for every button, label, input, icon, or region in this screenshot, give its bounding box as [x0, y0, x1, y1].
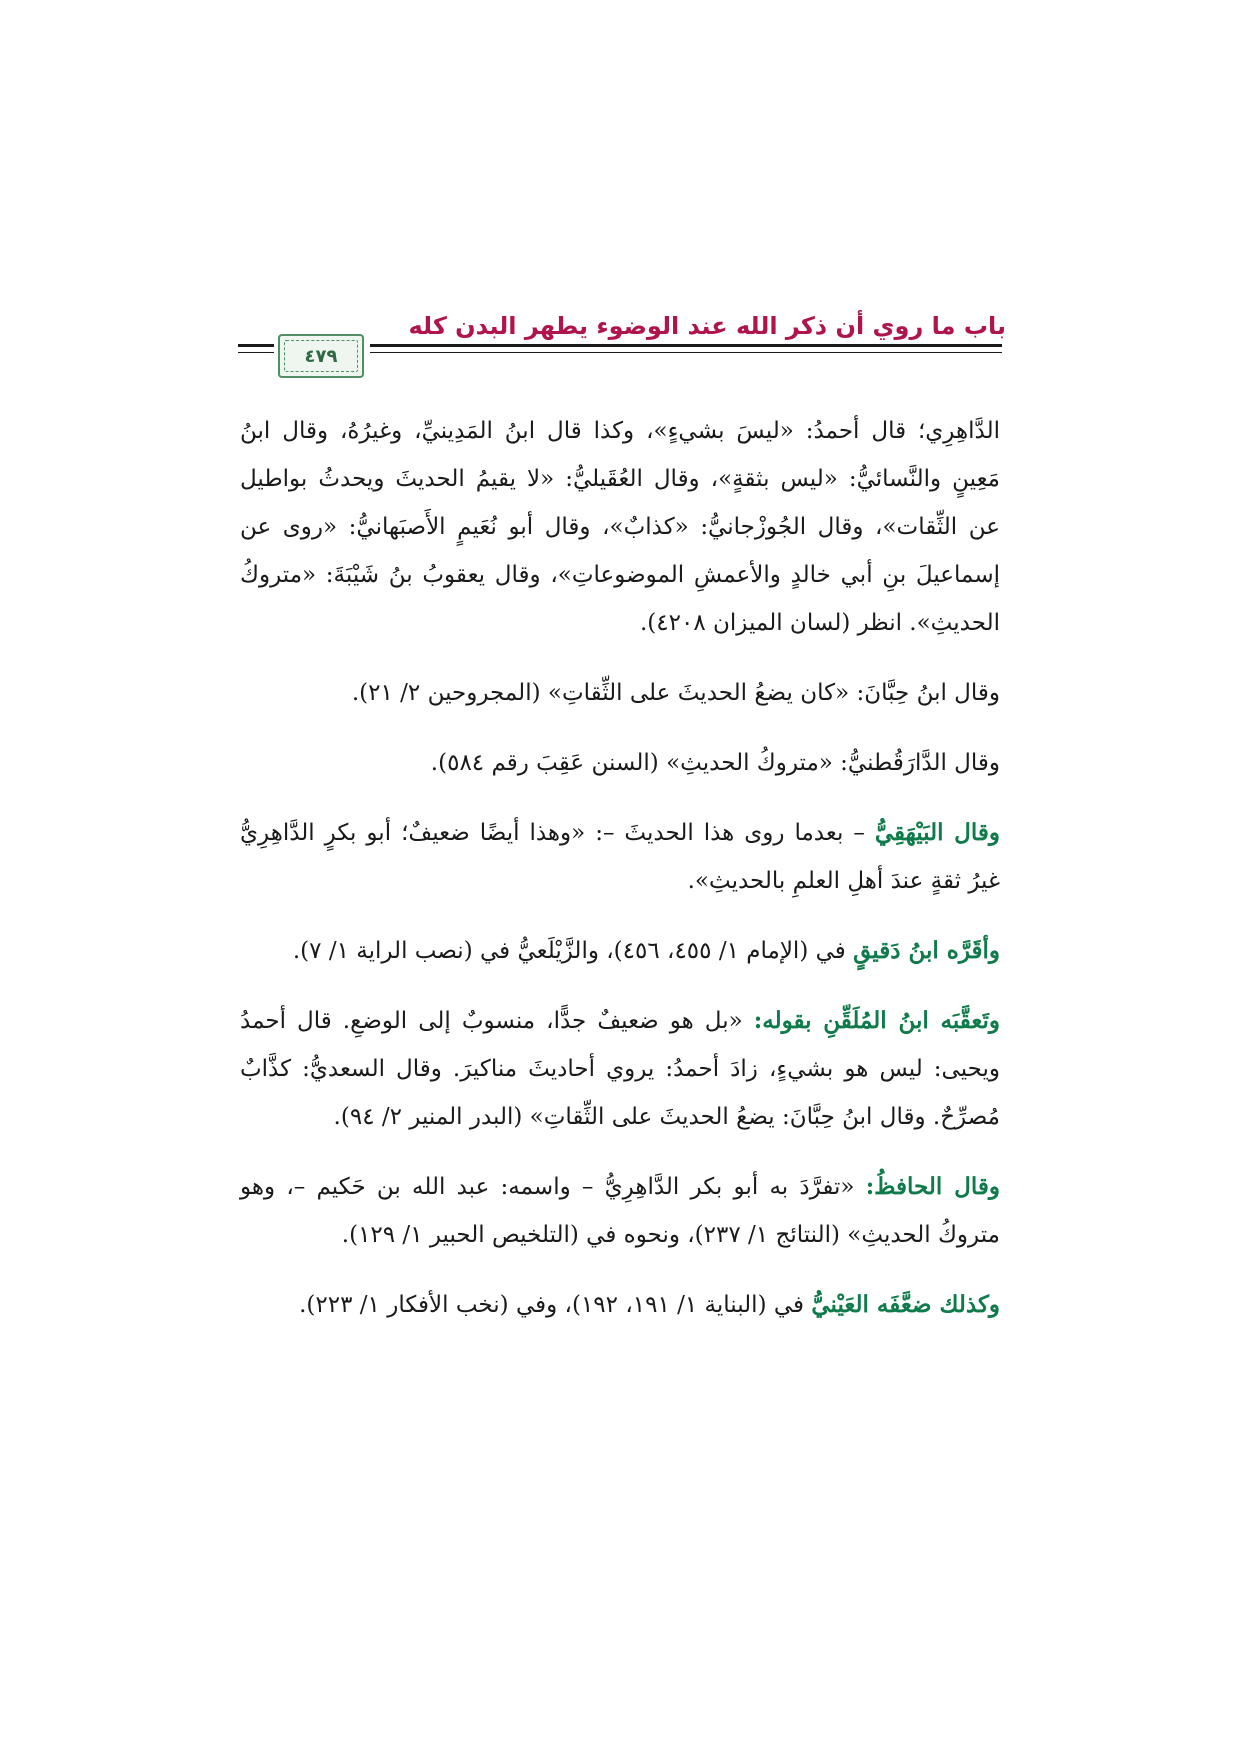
paragraph-lead: وقال البَيْهَقِيُّ	[874, 819, 1001, 846]
paragraph-5	[240, 927, 1000, 975]
paragraph-2	[240, 669, 1000, 717]
paragraph-text: – بعدما روى هذا الحديثَ –: «وهذا أيضًا ضعيفٌ؛ أبو بكرٍ الدَّاهِرِيُّ غيرُ ثقةٍ عندَ أهلِ العلمِ بالحديثِ».	[240, 820, 1000, 894]
paragraph-lead: وتَعقَّبَه ابنُ المُلَقِّنِ بقوله:	[753, 1007, 1000, 1034]
paragraph-text: وقال ابنُ حِبَّانَ: «كان يضعُ الحديثَ على الثِّقاتِ» (المجروحين ٢/ ٢١).	[351, 680, 1000, 706]
paragraph-1	[240, 407, 1000, 647]
paragraph-text: «بل هو ضعيفٌ جدًّا، منسوبٌ إلى الوضعِ. قال أحمدُ ويحيى: ليس هو بشيءٍ، زادَ أحمدُ: يروي أحاديثَ مناكيرَ. وقال السعديُّ: كذَّابٌ مُصرِّحٌ. وقال ابنُ حِبَّانَ: يضعُ الحديثَ على الثِّقاتِ» (البدر المنير ٢/ ٩٤).	[240, 1008, 1000, 1130]
paragraph-text: في (البناية ١/ ١٩١، ١٩٢)، وفي (نخب الأفكار ١/ ٢٢٣).	[299, 1292, 812, 1318]
main-text	[240, 407, 1000, 1351]
page-number-badge	[278, 334, 364, 378]
paragraph-text: وقال الدَّارَقُطنيُّ: «متروكُ الحديثِ» (السنن عَقِبَ رقم ٥٨٤).	[430, 750, 1000, 776]
header-rule-right	[370, 344, 1002, 347]
paragraph-lead: وأقَرَّه ابنُ دَقيقٍ	[853, 937, 1000, 964]
paragraph-8	[240, 1281, 1000, 1329]
paragraph-4	[240, 809, 1000, 905]
paragraph-lead: وقال الحافظُ:	[865, 1173, 1000, 1200]
header-rule-left	[238, 344, 274, 347]
paragraph-6	[240, 997, 1000, 1141]
page-number: ٤٧٩	[304, 345, 338, 367]
paragraph-lead: وكذلك ضعَّفَه العَيْنيُّ	[811, 1291, 1000, 1318]
header-rule-left-thin	[238, 352, 274, 353]
paragraph-3	[240, 739, 1000, 787]
paragraph-7	[240, 1163, 1000, 1259]
paragraph-text: في (الإمام ١/ ٤٥٥، ٤٥٦)، والزَّيْلَعيُّ في (نصب الراية ١/ ٧).	[292, 938, 854, 964]
header-rule-right-thin	[370, 352, 1002, 353]
chapter-title: باب ما روي أن ذكر الله عند الوضوء يطهر البدن كله	[408, 312, 1006, 340]
paragraph-text: «تفرَّدَ به أبو بكر الدَّاهِرِيُّ – واسمه: عبد الله بن حَكيم –، وهو متروكُ الحديثِ» (النتائج ١/ ٢٣٧)، ونحوه في (التلخيص الحبير ١/ ١٢٩).	[240, 1174, 1000, 1248]
paragraph-text: الدَّاهِرِي؛ قال أحمدُ: «ليسَ بشيءٍ»، وكذا قال ابنُ المَدِينيِّ، وغيرُهُ، وقال ابنُ مَعِينٍ والنَّسائيُّ: «ليس بثقةٍ»، وقال العُقَيليُّ: «لا يقيمُ الحديثَ ويحدثُ بواطيل عن الثِّقات»، وقال الجُوزْجانيُّ: «كذابٌ»، وقال أبو نُعَيمٍ الأَصبَهانيُّ: «روى عن إسماعيلَ بنِ أبي خالدٍ والأعمشِ الموضوعاتِ»، وقال يعقوبُ بنُ شَيْبَةَ: «متروكُ الحديثِ». انظر (لسان الميزان ٤٢٠٨).	[240, 418, 1000, 636]
